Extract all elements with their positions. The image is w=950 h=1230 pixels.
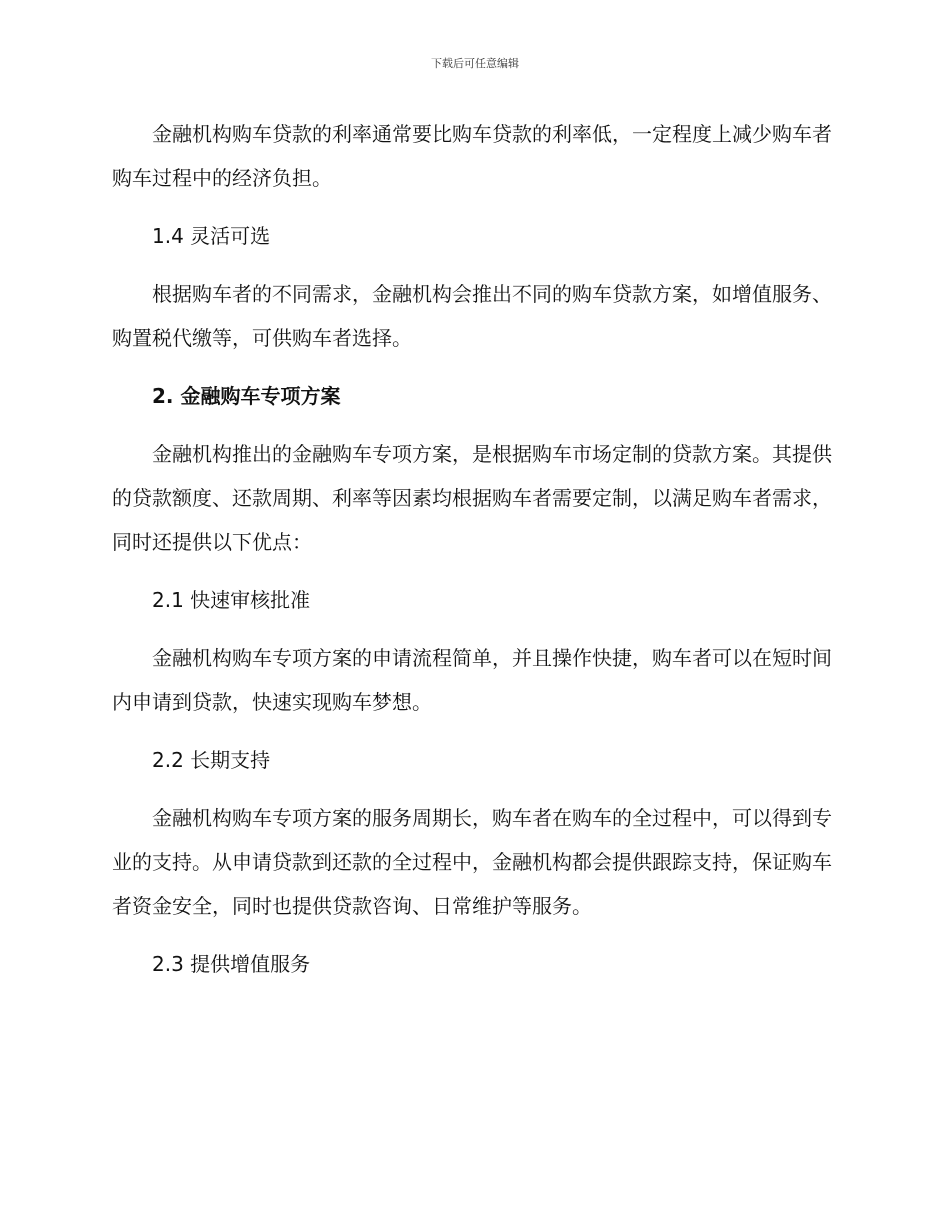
section-heading-2-3: 2.3 提供增值服务	[152, 952, 311, 976]
paragraph-fast-approval: 金融机构购车专项方案的申请流程简单，并且操作快捷，购车者可以在短时间内申请到贷款，快速实现购车梦想。	[112, 646, 832, 714]
page-header: 下载后可任意编辑	[431, 57, 519, 70]
paragraph-flexible-options: 根据购车者的不同需求，金融机构会推出不同的购车贷款方案，如增值服务、购置税代缴等，可供购车者选择。	[112, 282, 832, 350]
section-heading-2-2: 2.2 长期支持	[152, 748, 271, 772]
document-body	[112, 112, 832, 1000]
section-heading-1-4: 1.4 灵活可选	[152, 224, 271, 248]
paragraph-long-term-support: 金融机构购车专项方案的服务周期长，购车者在购车的全过程中，可以得到专业的支持。从申请贷款到还款的全过程中，金融机构都会提供跟踪支持，保证购车者资金安全，同时也提供贷款咨询、日常维护等服务。	[112, 806, 832, 918]
section-heading-2: 2. 金融购车专项方案	[152, 384, 341, 408]
paragraph-special-plan: 金融机构推出的金融购车专项方案，是根据购车市场定制的贷款方案。其提供的贷款额度、还款周期、利率等因素均根据购车者需要定制，以满足购车者需求，同时还提供以下优点：	[112, 442, 832, 554]
section-heading-2-1: 2.1 快速审核批准	[152, 588, 311, 612]
paragraph-low-interest: 金融机构购车贷款的利率通常要比购车贷款的利率低，一定程度上减少购车者购车过程中的经济负担。	[112, 122, 832, 190]
